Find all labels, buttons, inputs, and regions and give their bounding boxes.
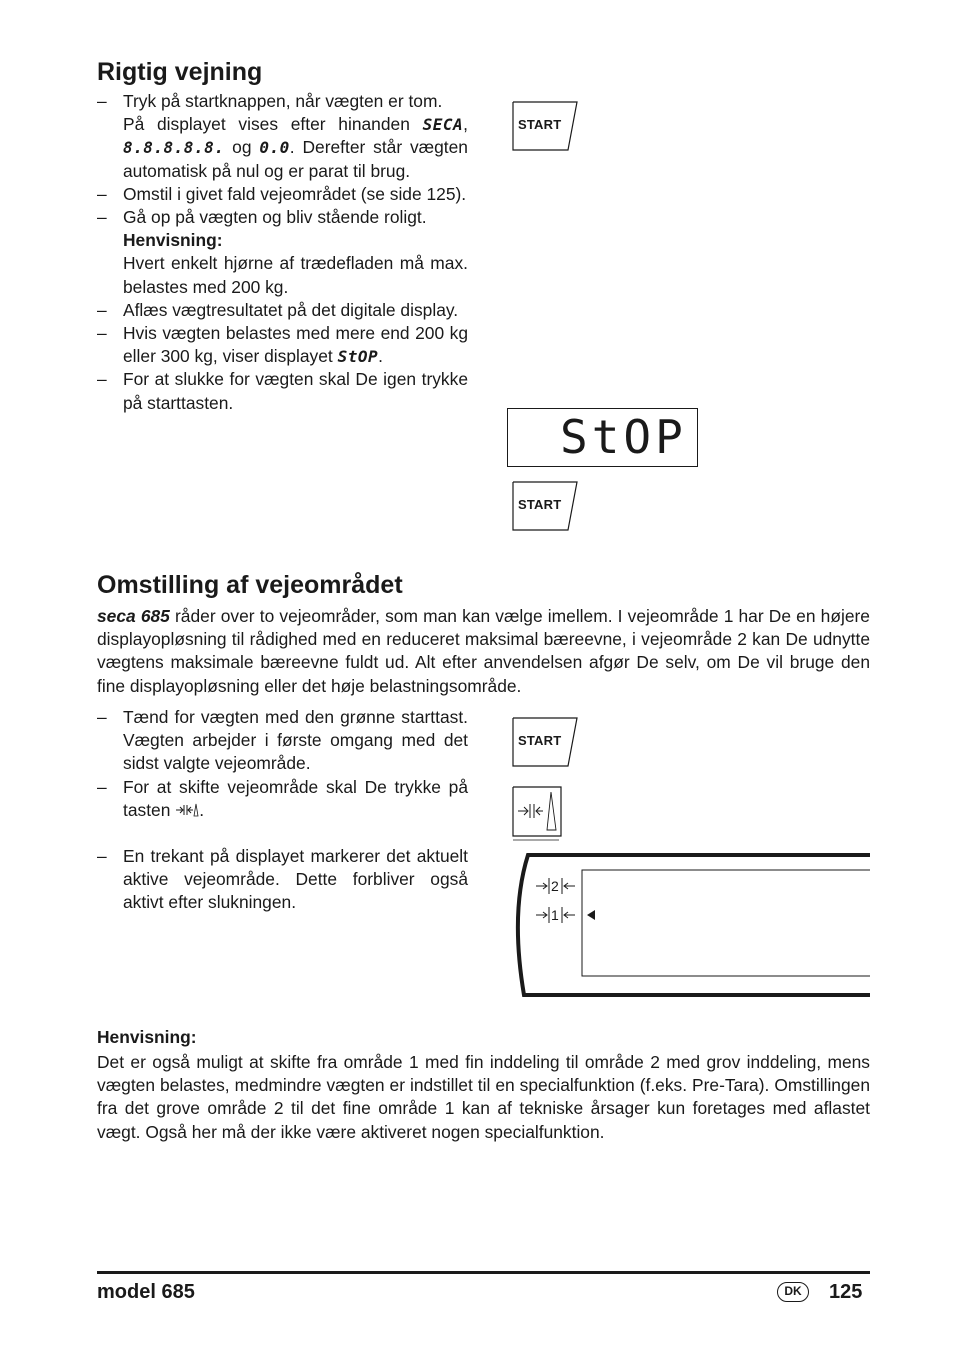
instruction-text: . Derefter står vægten automatisk på nul og er parat til brug.: [123, 137, 468, 181]
instruction-text: Gå op på vægten og bliv stående roligt.: [123, 207, 427, 228]
list-item: [97, 206, 468, 299]
range-toggle-key-icon: [512, 786, 562, 842]
section1-instructions: [97, 90, 468, 415]
footer-model: model 685: [97, 1281, 195, 1303]
list-item: [97, 299, 468, 322]
range-2-label: 2: [551, 878, 559, 894]
display-readout-test: 8.8.8.8.8.: [123, 138, 225, 158]
list-item: [97, 322, 468, 368]
section2-intro: [97, 605, 870, 698]
instruction-text: Omstil i givet fald vejeområdet (se side 125).: [123, 183, 467, 204]
stop-display-text: StOP: [560, 410, 687, 464]
footer-divider: [97, 1271, 870, 1274]
page-number: 125: [829, 1281, 863, 1303]
start-button-label: START: [518, 117, 562, 132]
display-readout-seca: SECA: [422, 115, 464, 135]
list-item: [97, 845, 468, 915]
section-title-omstilling: Omstilling af vejeområdet: [97, 571, 403, 599]
instruction-text: Aflæs vægtresultatet på det digitale display.: [123, 299, 459, 320]
note-text: Det er også muligt at skifte fra område 1 med fin inddeling til område 2 med grov inddeling, mens vægten belastes, medmindre vægten er indstillet til en specialfunktion (f.eks. Pre-Tara). Omstillingen fra det grove område 2 til det fine område 1 kan af tekniske årsager kun foretages med aflastet vægt. Også her må der ikke være aktiveret nogen specialfunktion.: [97, 1052, 870, 1142]
stop-display: [507, 408, 698, 467]
list-item: [97, 90, 468, 183]
range-toggle-button[interactable]: [512, 786, 562, 842]
note-heading: Henvisning:: [123, 230, 223, 251]
list-item: [97, 776, 468, 822]
start-button[interactable]: [512, 101, 576, 149]
separator-text: ,: [463, 114, 468, 135]
separator-text: og: [224, 137, 260, 158]
instruction-text: Hvis vægten belastes med mere end 200 kg eller 300 kg, viser displayet: [123, 323, 468, 367]
instruction-text: For at skifte vejeområde skal De trykke på tasten: [123, 776, 468, 820]
active-range-triangle-icon: [587, 910, 595, 920]
intro-text: råder over to vejeområder, som man kan vælge imellem. I vejeområde 1 har De en højere displayopløsning til rådighed med en reduceret maksimal bæreevne, i vejeområde 2 kan De udnytte vægtens maksimale bæreevne fuldt ud. Alt efter anvendelsen afgør De selv, om De vil bruge den fine displayopløsning eller det høje belastningsområde.: [97, 606, 870, 696]
section-title-rigtig-vejning: Rigtig vejning: [97, 58, 263, 86]
country-badge: DK: [777, 1282, 809, 1302]
instruction-text: For at slukke for vægten skal De igen trykke på starttasten.: [123, 369, 468, 413]
section2-instructions: [97, 706, 468, 915]
display-panel-outline: [506, 852, 870, 998]
start-button-label: START: [518, 497, 562, 512]
start-button[interactable]: [512, 481, 576, 529]
instruction-text: .: [378, 346, 383, 367]
note-block: [97, 1026, 870, 1049]
start-button[interactable]: [512, 717, 576, 765]
instruction-text: På displayet vises efter hinanden: [123, 114, 423, 135]
range-toggle-icon: [175, 802, 199, 818]
instruction-text: Tryk på startknappen, når vægten er tom.: [123, 91, 443, 111]
note-heading: Henvisning:: [97, 1027, 197, 1047]
instruction-text: .: [199, 799, 205, 820]
display-readout-stop: StOP: [337, 347, 379, 367]
start-button-label: START: [518, 733, 562, 748]
instruction-text: En trekant på displayet markerer det aktuelt aktive vejeområde. Dette forbliver også aktivt efter slukningen.: [123, 846, 468, 913]
list-item: [97, 368, 468, 414]
range-1-label: 1: [551, 907, 559, 923]
list-item: [97, 706, 468, 776]
brand-name: seca 685: [97, 606, 170, 626]
note-text: Hvert enkelt hjørne af trædefladen må max. belastes med 200 kg.: [123, 253, 468, 297]
list-item: [97, 183, 468, 206]
range-display-panel: [506, 852, 870, 998]
instruction-text: Tænd for vægten med den grønne starttast. Vægten arbejder i første omgang med det sidst valgte vejeområde.: [123, 707, 468, 774]
display-readout-zero: 0.0: [259, 138, 290, 158]
